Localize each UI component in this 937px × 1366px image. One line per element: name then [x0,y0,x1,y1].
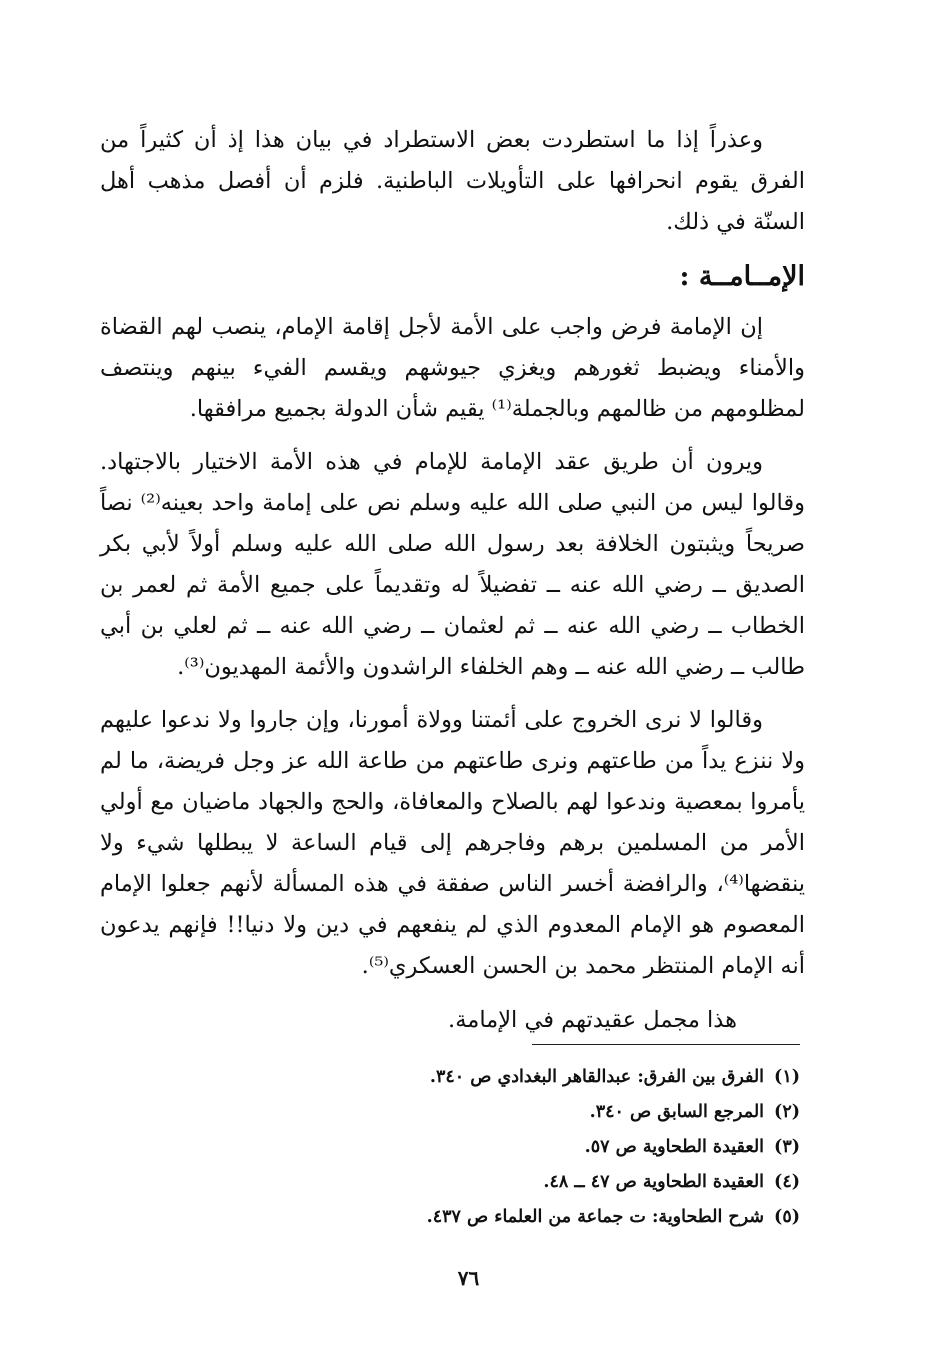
footnote-2 [240,1095,800,1130]
footnote-text: شرح الطحاوية: ت جماعة من العلماء ص ٤٣٧. [426,1207,765,1227]
footnote-number: (٢) [774,1102,800,1122]
footnote-text: العقيدة الطحاوية ص ٥٧. [584,1137,765,1157]
footnote-number: (٥) [774,1207,800,1227]
footnote-text: المرجع السابق ص ٣٤٠. [589,1102,765,1122]
footnote-3 [240,1130,800,1165]
section-heading: الإمــامــة : [679,261,805,292]
imamate-definition-paragraph: إن الإمامة فرض واجب على الأمة لأجل إقامة الإمام، ينصب لهم القضاة والأمناء ويضبط ثغورهم ويغزي جيوشهم ويقسم الفيء بينهم وينتصف لمظلومهم من ظالمهم وبالجملة⁽¹⁾ يقيم شأن الدولة بجميع مرافقها. [100,314,805,422]
footnote-number: (٤) [774,1172,800,1192]
closing-line: هذا مجمل عقيدتهم في الإمامة. [448,1007,737,1033]
caliphate-paragraph: ويرون أن طريق عقد الإمامة للإمام في هذه الأمة الاختيار بالاجتهاد. وقالوا ليس من النبي صلى الله عليه وسلم نص على إمامة واحد بعينه⁽²⁾ نصاً صريحاً ويثبتون الخلافة بعد رسول الله صلى الله عليه وسلم أولاً لأبي بكر الصديق ــ رضي الله عنه ــ تفضيلاً له وتقديماً على جميع الأمة ثم لعمر بن الخطاب ــ رضي الله عنه ــ ثم لعثمان ــ رضي الله عنه ــ ثم لعلي بن أبي طالب ــ رضي الله عنه ــ وهم الخلفاء الراشدون والأئمة المهديون⁽³⁾. [100,449,805,680]
intro-paragraph: وعذراً إذا ما استطردت بعض الاستطراد في بيان هذا إذ أن كثيراً من الفرق يقوم انحرافها على التأويلات الباطنية. فلزم أن أفصل مذهب أهل السنّة في ذلك. [100,127,805,235]
footnote-text: الفرق بين الفرق: عبدالقاهر البغدادي ص ٣٤٠. [429,1067,765,1087]
footnote-text: العقيدة الطحاوية ص ٤٧ ــ ٤٨. [543,1172,765,1192]
footnote-1 [240,1060,800,1095]
footnote-number: (١) [774,1067,800,1087]
footnote-divider [532,1044,800,1045]
page-number: ٧٦ [457,1266,480,1290]
obedience-paragraph: وقالوا لا نرى الخروج على أئمتنا وولاة أمورنا، وإن جاروا ولا ندعوا عليهم ولا ننزع يداً من طاعتهم ونرى طاعتهم من طاعة الله عز وجل فريضة، ما لم يأمروا بمعصية وندعوا لهم بالصلاح والمعافاة، والحج والجهاد ماضيان مع أولي الأمر من المسلمين برهم وفاجرهم إلى قيام الساعة لا يبطلها شيء ولا ينقضها⁽⁴⁾، والرافضة أخسر الناس صفقة في هذه المسألة لأنهم جعلوا الإمام المعصوم هو الإمام المعدوم الذي لم ينفعهم في دين ولا دنيا!! فإنهم يدعون أنه الإمام المنتظر محمد بن الحسن العسكري⁽⁵⁾. [100,707,805,979]
footnotes [240,1060,800,1235]
footnote-5 [240,1200,800,1235]
footnote-4 [240,1165,800,1200]
footnote-number: (٣) [774,1137,800,1157]
page-body [100,120,805,1041]
